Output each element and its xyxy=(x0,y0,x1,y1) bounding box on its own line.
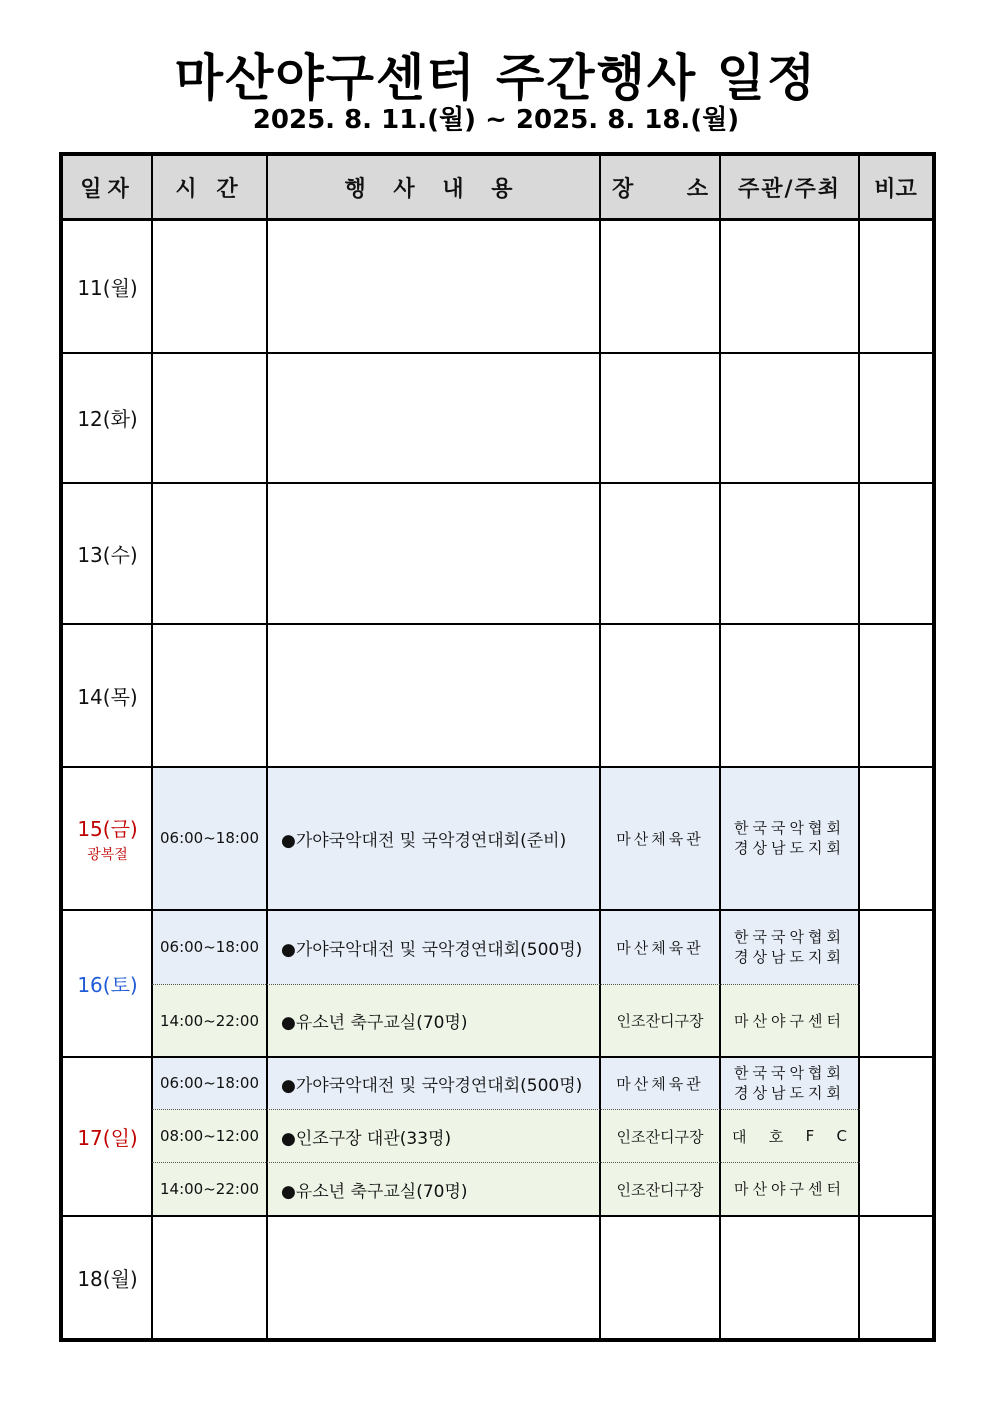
host-line: 한국국악협회 xyxy=(734,928,845,946)
host-part: C xyxy=(836,1127,847,1145)
header-content: 행 사 내 용 xyxy=(344,176,523,202)
host-line: 경상남도지회 xyxy=(734,839,845,857)
event-time: 08:00~12:00 xyxy=(159,1127,260,1145)
event-host xyxy=(720,910,859,984)
event-time: 14:00~22:00 xyxy=(159,1180,260,1198)
host-line: 경상남도지회 xyxy=(734,948,845,966)
event-content: ●가야국악대전 및 국악경연대회(500명) xyxy=(281,1075,583,1096)
header-place-b: 소 xyxy=(686,176,708,202)
day-13 xyxy=(63,483,152,623)
holiday-label: 광복절 xyxy=(87,846,128,863)
host-part: 대 xyxy=(732,1127,747,1146)
header-date: 일자 xyxy=(80,176,135,202)
event-content: ●가야국악대전 및 국악경연대회(500명) xyxy=(281,939,583,960)
header-place xyxy=(600,156,720,218)
page-title: 마산야구센터 주간행사 일정 xyxy=(174,49,818,107)
host-line: 경상남도지회 xyxy=(734,1084,845,1102)
host-line: 마산야구센터 xyxy=(734,1180,845,1198)
event-place: 인조잔디구장 xyxy=(616,1127,704,1146)
day-label: 12(화) xyxy=(77,407,138,431)
host-part: 호 xyxy=(768,1127,784,1146)
day-label: 13(수) xyxy=(77,542,138,567)
header-time: 시 간 xyxy=(175,176,244,202)
event-time: 06:00~18:00 xyxy=(159,829,260,847)
event-place: 인조잔디구장 xyxy=(616,1012,704,1030)
event-time: 14:00~22:00 xyxy=(159,1011,260,1030)
day-label: 16(토) xyxy=(77,972,138,997)
event-place: 마산체육관 xyxy=(616,938,704,957)
event-content: ●가야국악대전 및 국악경연대회(준비) xyxy=(281,830,567,851)
host-line: 한국국악협회 xyxy=(734,819,845,837)
day-label: 15(금) xyxy=(77,816,138,841)
event-host xyxy=(720,1110,859,1162)
header-note: 비고 xyxy=(874,176,917,202)
host-part: F xyxy=(805,1127,815,1145)
day-17 xyxy=(63,1057,152,1215)
event-host xyxy=(720,985,859,1056)
day-18 xyxy=(63,1216,152,1338)
date-range: 2025. 8. 11.(월) ~ 2025. 8. 18.(월) xyxy=(252,105,740,135)
day-label: 17(일) xyxy=(77,1125,138,1150)
day-16 xyxy=(63,910,152,1056)
day-label: 11(월) xyxy=(77,276,138,300)
event-time: 06:00~18:00 xyxy=(159,1074,260,1092)
host-line: 마산야구센터 xyxy=(734,1011,845,1030)
event-host xyxy=(720,767,859,909)
event-place: 인조잔디구장 xyxy=(616,1180,704,1199)
header-place-a: 장 xyxy=(612,176,634,202)
day-12 xyxy=(63,353,152,482)
day-label: 14(목) xyxy=(77,684,138,709)
event-host xyxy=(720,1163,859,1215)
event-place: 마산체육관 xyxy=(616,1074,704,1093)
day-label: 18(월) xyxy=(77,1266,138,1291)
schedule-table xyxy=(59,152,936,1342)
event-content: ●유소년 축구교실(70명) xyxy=(281,1013,468,1033)
event-content: ●인조구장 대관(33명) xyxy=(281,1128,452,1149)
header-host: 주관/주최 xyxy=(737,176,842,202)
day-15 xyxy=(63,767,152,909)
host-line: 한국국악협회 xyxy=(734,1064,845,1082)
day-11 xyxy=(63,221,152,352)
event-place: 마산체육관 xyxy=(616,829,704,848)
day-14 xyxy=(63,624,152,766)
event-host xyxy=(720,1057,859,1109)
event-time: 06:00~18:00 xyxy=(159,938,260,956)
event-content: ●유소년 축구교실(70명) xyxy=(281,1181,468,1202)
